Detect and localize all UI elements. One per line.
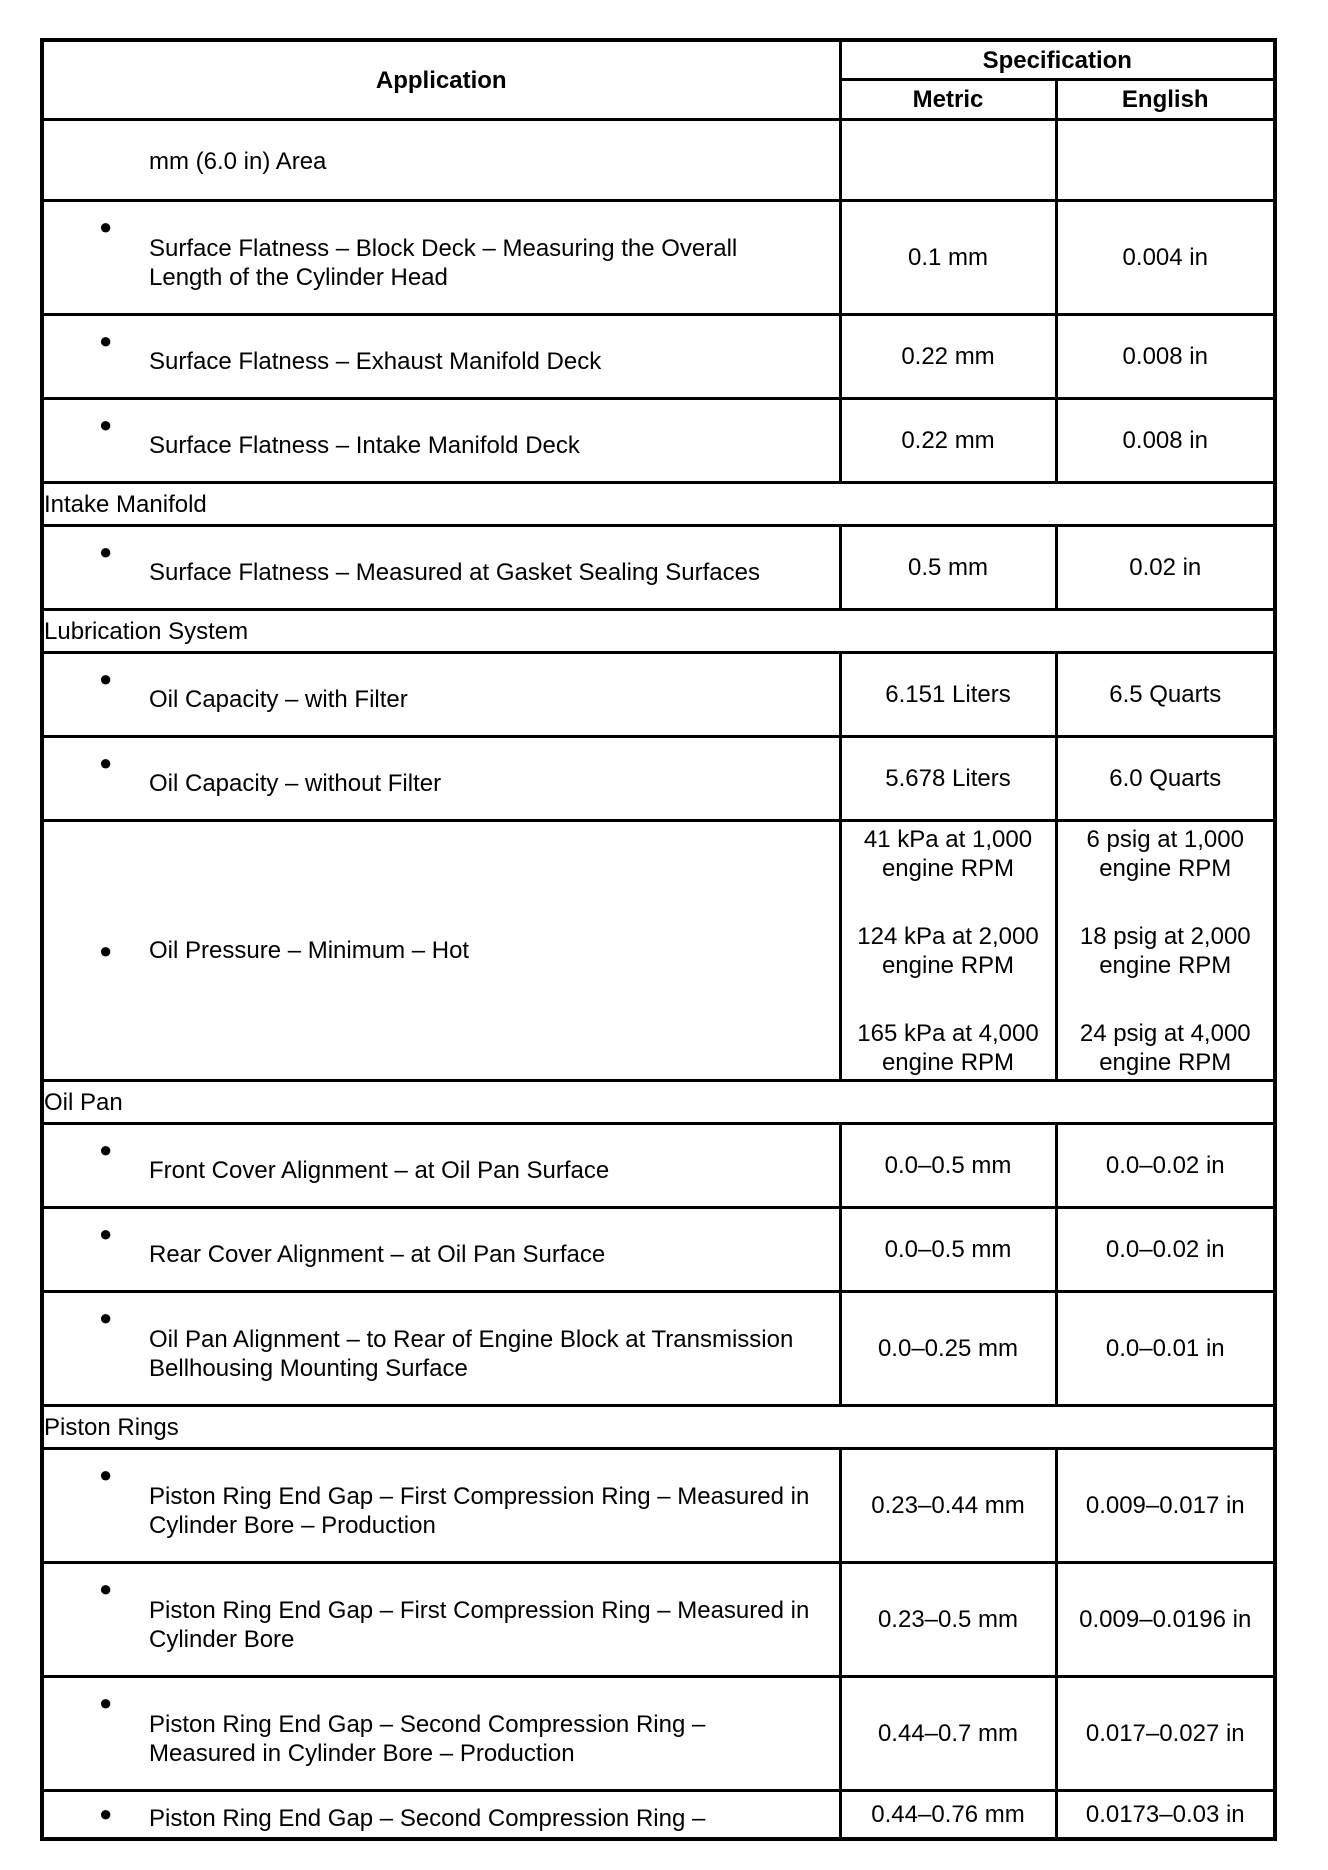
- english-line: 6 psig at 1,000: [1086, 825, 1244, 853]
- application-cell: [42, 120, 840, 201]
- application-text: Piston Ring End Gap – First Compression Ring – Measured in Cylinder Bore – Production: [149, 1482, 810, 1539]
- metric-value: 0.23–0.44 mm: [840, 1449, 1056, 1563]
- english-value: [1056, 821, 1275, 1081]
- english-line: 18 psig at 2,000: [1079, 922, 1251, 950]
- table-row: [42, 399, 1275, 483]
- table-row: [42, 120, 1275, 201]
- english-value: 0.0–0.02 in: [1056, 1208, 1275, 1292]
- table-row: [42, 526, 1275, 610]
- table-row: [42, 1791, 1275, 1840]
- application-text: Piston Ring End Gap – First Compression Ring – Measured in Cylinder Bore: [149, 1596, 810, 1653]
- application-cell: [42, 399, 840, 483]
- table-row: [42, 821, 1275, 1081]
- section-title-piston-rings: Piston Rings: [42, 1406, 1275, 1449]
- application-cell: [42, 653, 840, 737]
- application-text: Surface Flatness – Measured at Gasket Sealing Surfaces: [149, 559, 760, 586]
- english-line: engine RPM: [1099, 1048, 1232, 1076]
- metric-value: 0.23–0.5 mm: [840, 1563, 1056, 1677]
- application-text: Oil Capacity – with Filter: [149, 686, 408, 713]
- bullet-icon: ●: [99, 1576, 113, 1601]
- section-row: [42, 1406, 1275, 1449]
- english-value: 0.009–0.0196 in: [1056, 1563, 1275, 1677]
- table-row: [42, 1449, 1275, 1563]
- application-text: Oil Capacity – without Filter: [149, 770, 442, 797]
- metric-value: [840, 821, 1056, 1081]
- english-header: English: [1056, 80, 1275, 120]
- application-cell: [42, 1563, 840, 1677]
- english-value: 0.0173–0.03 in: [1056, 1791, 1275, 1840]
- bullet-icon: ●: [99, 412, 113, 437]
- metric-value: 0.0–0.5 mm: [840, 1208, 1056, 1292]
- metric-value: 0.1 mm: [840, 201, 1056, 315]
- section-row: [42, 610, 1275, 653]
- section-row: [42, 1081, 1275, 1124]
- bullet-icon: ●: [99, 1305, 113, 1330]
- metric-value: 0.22 mm: [840, 399, 1056, 483]
- metric-value: 0.22 mm: [840, 315, 1056, 399]
- application-text: Surface Flatness – Block Deck – Measuring the Overall Length of the Cylinder Head: [149, 234, 738, 291]
- bullet-icon: ●: [99, 750, 113, 775]
- application-text: Rear Cover Alignment – at Oil Pan Surface: [149, 1241, 606, 1268]
- application-cell: [42, 1449, 840, 1563]
- table-row: [42, 737, 1275, 821]
- english-value: 0.0–0.01 in: [1056, 1292, 1275, 1406]
- english-value: 0.02 in: [1056, 526, 1275, 610]
- section-title-oil-pan: Oil Pan: [42, 1081, 1275, 1124]
- bullet-icon: ●: [99, 666, 113, 691]
- specification-header: Specification: [840, 40, 1275, 80]
- english-value: 0.017–0.027 in: [1056, 1677, 1275, 1791]
- application-cell: [42, 1124, 840, 1208]
- table-row: [42, 315, 1275, 399]
- application-text: Surface Flatness – Exhaust Manifold Deck: [149, 348, 602, 375]
- application-cell: [42, 201, 840, 315]
- application-cell: [42, 1208, 840, 1292]
- application-cell: [42, 1677, 840, 1791]
- bullet-icon: ●: [99, 1462, 113, 1487]
- table-row: [42, 1292, 1275, 1406]
- bullet-icon: ●: [99, 1690, 113, 1715]
- english-line: engine RPM: [1099, 951, 1232, 979]
- metric-value: 0.0–0.25 mm: [840, 1292, 1056, 1406]
- application-cell: [42, 1292, 840, 1406]
- bullet-icon: ●: [99, 938, 113, 963]
- specification-table: [40, 38, 1277, 1841]
- application-text: Piston Ring End Gap – Second Compression Ring – Measured in Cylinder Bore – Production: [149, 1710, 706, 1767]
- english-value: 6.0 Quarts: [1056, 737, 1275, 821]
- bullet-icon: ●: [99, 328, 113, 353]
- metric-line: 41 kPa at 1,000: [863, 825, 1033, 853]
- application-text: Surface Flatness – Intake Manifold Deck: [149, 432, 580, 459]
- metric-line: 124 kPa at 2,000: [857, 922, 1039, 950]
- english-value: 0.004 in: [1056, 201, 1275, 315]
- metric-value: [840, 120, 1056, 201]
- english-value: 0.0–0.02 in: [1056, 1124, 1275, 1208]
- bullet-icon: ●: [99, 539, 113, 564]
- english-value: 6.5 Quarts: [1056, 653, 1275, 737]
- table-row: [42, 1563, 1275, 1677]
- table-row: [42, 201, 1275, 315]
- metric-value: 0.44–0.76 mm: [840, 1791, 1056, 1840]
- application-cell: [42, 821, 840, 1081]
- english-value: 0.008 in: [1056, 399, 1275, 483]
- application-cell: [42, 737, 840, 821]
- application-text: Oil Pressure – Minimum – Hot: [149, 937, 470, 964]
- english-line: 24 psig at 4,000: [1079, 1019, 1251, 1047]
- metric-line: engine RPM: [881, 951, 1015, 979]
- bullet-icon: ●: [99, 1221, 113, 1246]
- section-title-intake-manifold: Intake Manifold: [42, 483, 1275, 526]
- application-header: Application: [42, 40, 840, 120]
- english-value: [1056, 120, 1275, 201]
- english-line: engine RPM: [1099, 854, 1232, 882]
- table-row: [42, 1208, 1275, 1292]
- metric-line: engine RPM: [881, 854, 1015, 882]
- metric-value: 0.0–0.5 mm: [840, 1124, 1056, 1208]
- metric-header: Metric: [840, 80, 1056, 120]
- metric-value: 5.678 Liters: [840, 737, 1056, 821]
- application-text: mm (6.0 in) Area: [149, 147, 327, 175]
- bullet-icon: ●: [99, 1137, 113, 1162]
- english-value: 0.008 in: [1056, 315, 1275, 399]
- metric-line: engine RPM: [881, 1048, 1015, 1076]
- table-row: [42, 1677, 1275, 1791]
- metric-value: 6.151 Liters: [840, 653, 1056, 737]
- section-title-lubrication-system: Lubrication System: [42, 610, 1275, 653]
- bullet-icon: ●: [99, 1801, 113, 1826]
- application-text: Front Cover Alignment – at Oil Pan Surface: [149, 1157, 610, 1184]
- table-row: [42, 1124, 1275, 1208]
- metric-value: 0.5 mm: [840, 526, 1056, 610]
- metric-value: 0.44–0.7 mm: [840, 1677, 1056, 1791]
- application-text: Oil Pan Alignment – to Rear of Engine Block at Transmission Bellhousing Mounting Surface: [149, 1325, 794, 1382]
- section-row: [42, 483, 1275, 526]
- table-row: [42, 653, 1275, 737]
- application-cell: [42, 1791, 840, 1840]
- application-cell: [42, 315, 840, 399]
- english-value: 0.009–0.017 in: [1056, 1449, 1275, 1563]
- application-text: Piston Ring End Gap – Second Compression Ring –: [149, 1804, 706, 1832]
- bullet-icon: ●: [99, 214, 113, 239]
- metric-line: 165 kPa at 4,000: [857, 1019, 1039, 1047]
- application-cell: [42, 526, 840, 610]
